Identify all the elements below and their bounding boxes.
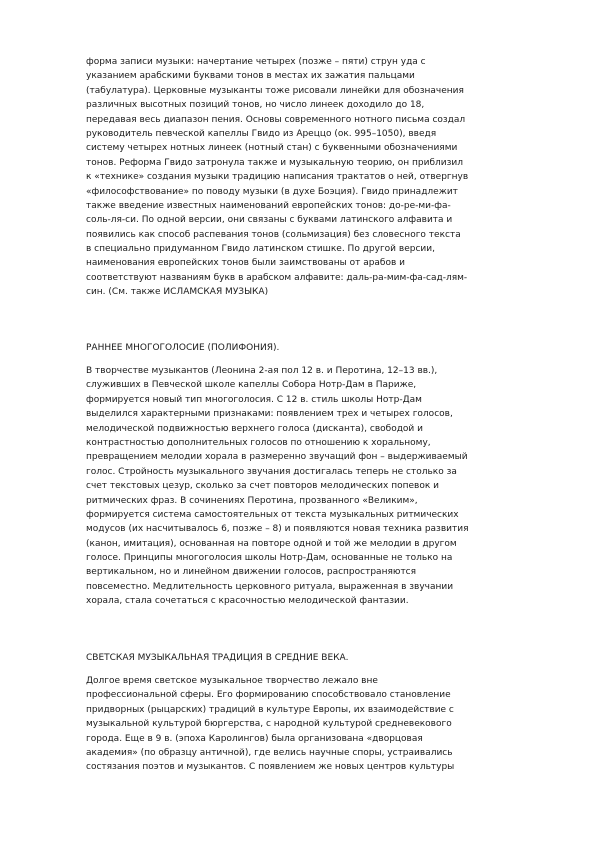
section-heading-secular: СВЕТСКАЯ МУЗЫКАЛЬНАЯ ТРАДИЦИЯ В СРЕДНИЕ ВЕКА. [86,653,349,663]
text-line: (канон, имитация), основанная на повторе одной и той же мелодии в другом [86,538,457,549]
paragraph-notre-dame [86,364,551,609]
text-line: выделился характерными признаками: появлением трех и четырех голосов, [86,409,453,420]
text-line: наименования европейских тонов были заимствованы от арабов и [86,258,406,269]
text-line: голосе. Принципы многоголосия школы Нотр-Дам, основанные не только на [86,553,453,564]
text-line: модусов (их насчитывалось 6, позже – 8) и появляются новая техника развития [86,524,469,535]
paragraph-guido [86,55,551,300]
text-line: син. (См. также ИСЛАМСКАЯ МУЗЫКА) [86,287,269,298]
text-line: различных высотных позиций тонов, но число линеек доходило до 18, [86,100,425,111]
text-line: тонов. Реформа Гвидо затронула также и музыкальную теорию, он приблизил [86,157,463,168]
text-line: повсеместно. Медлительность церковного ритуала, выраженная в звучании [86,581,454,592]
text-line: превращением мелодии хорала в размеренно звучащий фон – выдерживаемый [86,452,468,463]
text-line: передавая весь диапазон пения. Основы современного нотного письма создал [86,114,466,125]
text-line: придворных (рыцарских) традиций в культуре Европы, их взаимодействие с [86,704,454,715]
paragraph-secular-tradition [86,674,551,775]
text-line: мелодической подвижностью верхнего голоса (дисканта), свободой и [86,423,423,434]
text-line: формируется новый тип многоголосия. С 12 в. стиль школы Нотр-Дам [86,394,422,405]
text-line: «философствование» по поводу музыки (в духе Боэция). Гвидо принадлежит [86,186,458,197]
text-line: руководитель певческой капеллы Гвидо из Ареццо (ок. 995–1050), введя [86,128,437,139]
text-line: Долгое время светское музыкальное творчество лежало вне [86,676,378,686]
text-line: счет текстовых цезур, сколько за счет повторов мелодических попевок и [86,481,439,492]
text-line: состязания поэтов и музыкантов. С появлением же новых центров культуры [86,762,455,773]
text-line: вертикальном, но и линейном движении голосов, распространяются [86,567,417,578]
text-line: контрастностью дополнительных голосов по отношению к хоральному, [86,437,431,448]
text-line: в специально придуманном Гвидо латинском стишке. По другой версии, [86,244,435,255]
text-line: систему четырех нотных линеек (нотный стан) с буквенными обозначениями [86,143,458,154]
text-line: появились как способ распевания тонов (сольмизация) без словесного текста [86,229,461,240]
text-line: служивших в Певческой школе капеллы Собора Нотр-Дам в Париже, [86,380,417,391]
text-line: формируется система самостоятельных от текста музыкальных ритмических [86,509,459,520]
text-line: ритмических фраз. В сочинениях Перотина, прозванного «Великим», [86,495,418,506]
section-heading-polyphony: РАННЕЕ МНОГОГОЛОСИЕ (ПОЛИФОНИЯ). [86,343,280,353]
text-line: (табулатура). Церковные музыканты тоже рисовали линейки для обозначения [86,85,464,96]
text-line: соответствуют названиям букв в арабском алфавите: даль-ра-мим-фа-сад-лям- [86,272,468,283]
text-line: хорала, стала сочетаться с красочностью мелодической фантазии. [86,596,409,607]
text-line: соль-ля-си. По одной версии, они связаны с буквами латинского алфавита и [86,215,453,226]
text-line: форма записи музыки: начертание четырех (позже – пяти) струн уда с [86,57,426,67]
text-line: города. Еще в 9 в. (эпоха Каролингов) была организована «дворцовая [86,733,423,744]
text-line: к «технике» создания музыки традицию написания трактатов о ней, отвергнув [86,172,469,183]
text-line: также введение известных наименований европейских тонов: до-ре-ми-фа- [86,200,451,211]
text-line: профессиональной сферы. Его формированию способствовало становление [86,690,451,701]
text-line: В творчестве музыкантов (Леонина 2-ая пол 12 в. и Перотина, 12–13 вв.), [86,366,438,376]
text-line: музыкальной культурой бюргерства, с народной культурой средневекового [86,719,452,730]
text-line: указанием арабскими буквами тонов в местах их зажатия пальцами [86,71,415,82]
text-line: академия» (по образцу античной), где велись научные споры, устраивались [86,747,453,758]
text-line: голос. Стройность музыкального звучания достигалась теперь не столько за [86,466,457,477]
